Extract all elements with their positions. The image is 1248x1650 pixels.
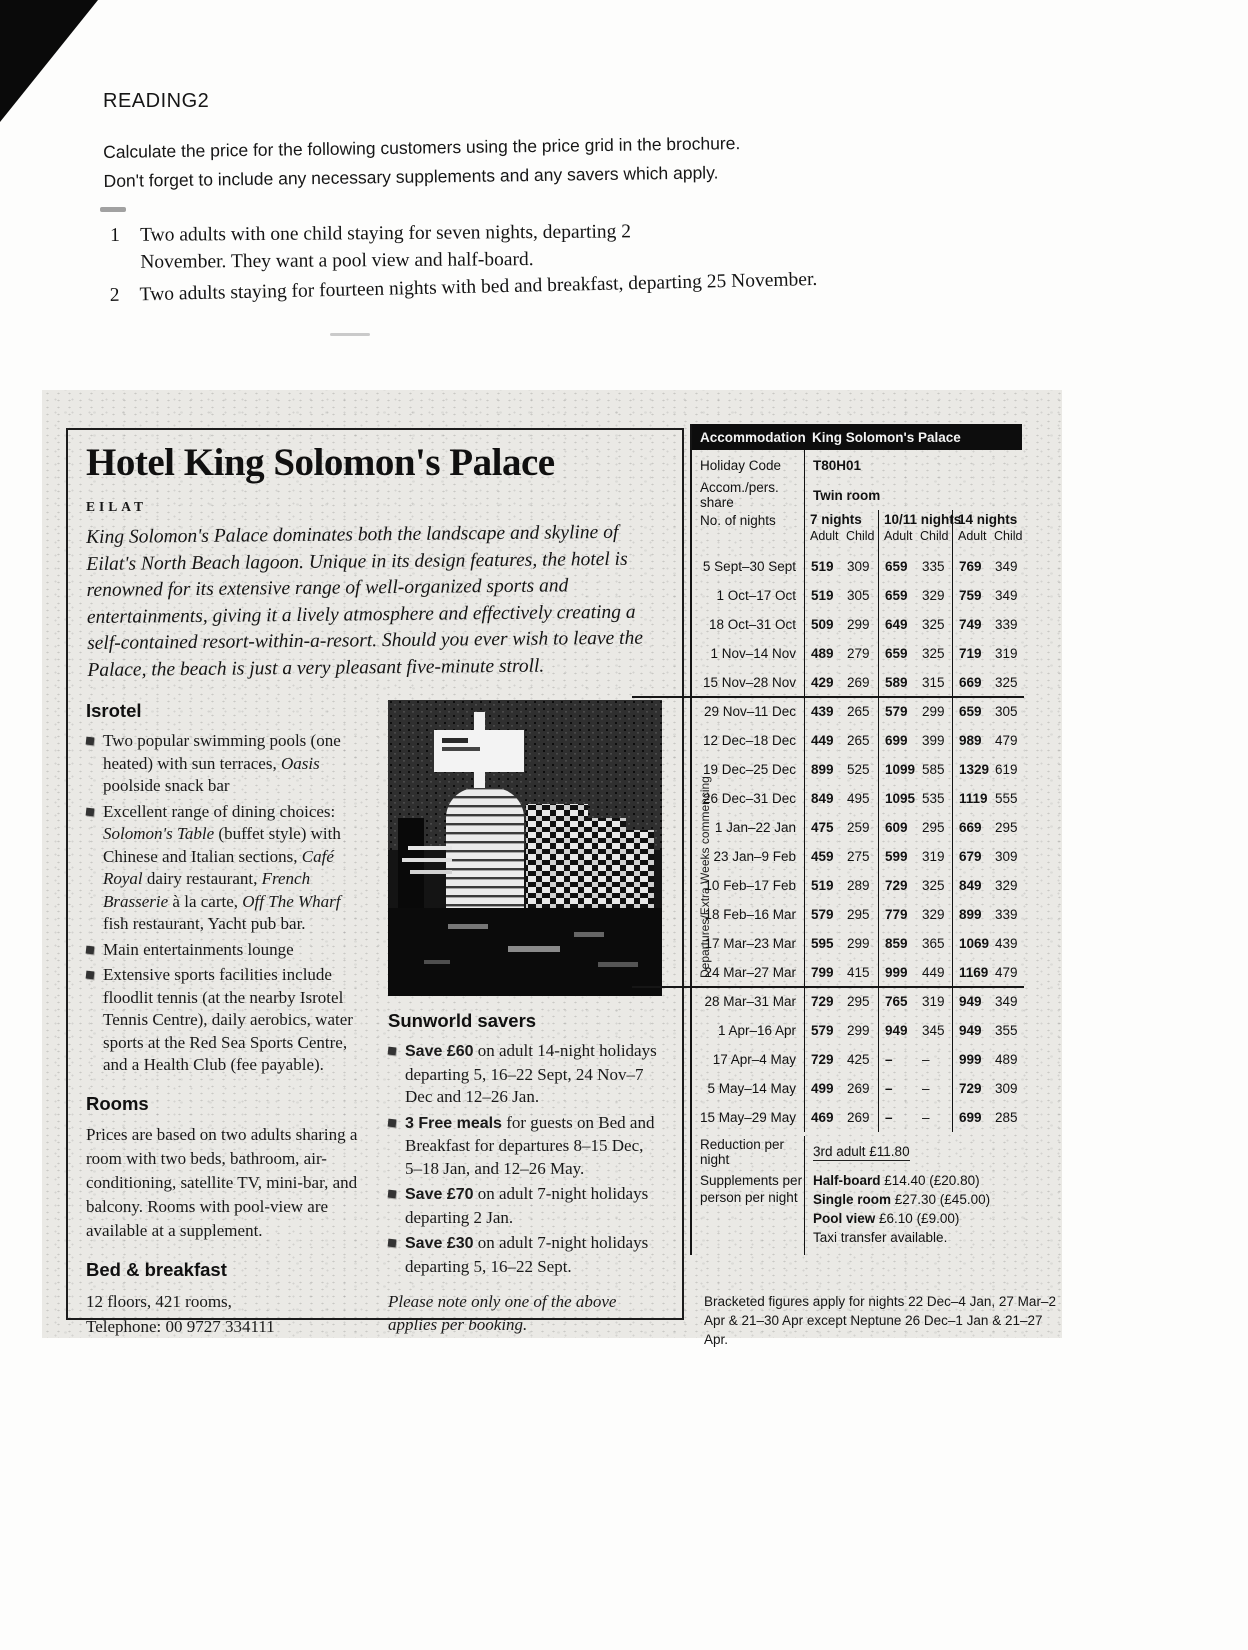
price-row (692, 900, 1022, 929)
supplements-label: Supplements per person per night (700, 1173, 803, 1205)
adult-price-14n: 1329 (952, 755, 989, 784)
adult-price-14n: 759 (952, 581, 989, 610)
scan-artifact (100, 207, 126, 212)
nights-group-14 (952, 510, 1024, 552)
child-col-label: Child (846, 529, 875, 543)
hotel-location: EILAT (86, 499, 148, 514)
price-row (692, 1045, 1022, 1074)
nights-group-10-11 (878, 510, 962, 552)
departure-dates: 26 Dec–31 Dec (702, 791, 796, 806)
child-price-7n: 265 (847, 733, 870, 748)
child-price-14n: 329 (995, 878, 1018, 893)
child-price-14n: 339 (995, 907, 1018, 922)
adult-price-10-11n: 589 (878, 668, 916, 697)
bullet-square-icon (388, 1190, 397, 1199)
brochure-left-column (86, 700, 358, 1339)
isrotel-bullet-list (86, 730, 358, 1077)
child-price-7n: 299 (847, 1023, 870, 1038)
adult-price-10-11n: 659 (878, 552, 916, 581)
adult-price-7n: 519 (804, 552, 841, 581)
price-row (692, 726, 1022, 755)
holiday-code-row (692, 450, 1022, 480)
adult-price-14n: 669 (952, 813, 989, 842)
child-price-7n: 299 (847, 617, 870, 632)
child-price-14n: 309 (995, 849, 1018, 864)
price-row (692, 697, 1022, 726)
price-grid-box (690, 424, 1022, 1255)
price-row (692, 552, 1022, 581)
child-price-10-11n: 335 (922, 559, 945, 574)
departure-dates: 1 Oct–17 Oct (716, 588, 796, 603)
bullet-square-icon (388, 1047, 397, 1056)
price-row (692, 610, 1022, 639)
accommodation-label: Accommodation (700, 429, 806, 445)
bullet-square-icon (86, 945, 95, 954)
bullet-text: Save £70 on adult 7-night holidays departing 2 Jan. (405, 1184, 649, 1227)
adult-col-label: Adult (958, 529, 987, 543)
adult-price-7n: 519 (804, 871, 841, 900)
brochure-middle-column (388, 700, 664, 1339)
adult-price-10-11n: 609 (878, 813, 916, 842)
price-row (692, 813, 1022, 842)
adult-price-10-11n: 859 (878, 929, 916, 958)
adult-price-10-11n: 659 (878, 639, 916, 668)
page-title: READING2 (103, 90, 210, 112)
child-price-14n: 489 (995, 1052, 1018, 1067)
adult-price-14n: 1119 (952, 784, 989, 813)
adult-price-7n: 849 (804, 784, 841, 813)
child-price-14n: 479 (995, 733, 1018, 748)
adult-price-10-11n: 1099 (878, 755, 916, 784)
question-text: Two adults staying for fourteen nights with bed and breakfast, departing 25 November. (139, 268, 818, 306)
child-price-10-11n: 365 (922, 936, 945, 951)
adult-price-7n: 449 (804, 726, 841, 755)
bullet-square-icon (86, 971, 95, 980)
accom-share-value: Twin room (804, 480, 1024, 510)
adult-price-14n: 989 (952, 726, 989, 755)
child-price-14n: 295 (995, 820, 1018, 835)
child-price-10-11n: 329 (922, 588, 945, 603)
adult-price-7n: 519 (804, 581, 841, 610)
child-price-7n: 259 (847, 820, 870, 835)
adult-price-14n: 999 (952, 1045, 989, 1074)
holiday-code-label: Holiday Code (700, 457, 782, 473)
list-item (388, 1112, 664, 1181)
reduction-label: Reduction per night (700, 1137, 785, 1167)
adult-price-7n: 729 (804, 1045, 841, 1074)
price-grid-header (692, 424, 1022, 450)
child-price-10-11n: 319 (922, 994, 945, 1009)
hotel-telephone: Telephone: 00 9727 334111 (86, 1316, 275, 1336)
child-price-7n: 415 (847, 965, 870, 980)
rooms-text: Prices are based on two adults sharing a room with two beds, bathroom, air-conditioning, satellite TV, mini-bar, and balcony. Rooms with pool-view are available at a supplement. (86, 1124, 358, 1240)
adult-price-14n: 659 (952, 697, 989, 726)
child-col-label: Child (994, 529, 1023, 543)
bullet-text: Two popular swimming pools (one heated) with sun terraces, Oasis poolside snack bar (103, 731, 341, 795)
departure-dates: 15 Nov–28 Nov (702, 675, 796, 690)
child-price-10-11n: 325 (922, 617, 945, 632)
child-price-7n: 269 (847, 675, 870, 690)
list-item (86, 730, 358, 798)
child-price-7n: 289 (847, 878, 870, 893)
question-list (110, 222, 930, 315)
adult-price-10-11n: 659 (878, 581, 916, 610)
group-subcolumns (884, 529, 952, 543)
departure-dates: 5 Sept–30 Sept (702, 559, 796, 574)
adult-price-10-11n: – (878, 1045, 916, 1074)
child-price-10-11n: 329 (922, 907, 945, 922)
child-price-7n: 525 (847, 762, 870, 777)
adult-price-14n: 669 (952, 668, 989, 697)
adult-price-7n: 429 (804, 668, 841, 697)
adult-price-7n: 579 (804, 1016, 841, 1045)
price-row (692, 1074, 1022, 1103)
holiday-code-value: T80H01 (804, 450, 1024, 480)
adult-col-label: Adult (884, 529, 913, 543)
child-price-7n: 295 (847, 994, 870, 1009)
group-name: 14 nights (958, 512, 1018, 527)
supplement-line: Single room £27.30 (£45.00) (813, 1192, 991, 1207)
adult-price-14n: 899 (952, 900, 989, 929)
list-item (388, 1232, 664, 1278)
child-price-7n: 295 (847, 907, 870, 922)
reduction-row (692, 1136, 1022, 1168)
hotel-facts (86, 1289, 358, 1339)
child-price-14n: 439 (995, 936, 1018, 951)
child-price-7n: 269 (847, 1110, 870, 1125)
adult-price-14n: 679 (952, 842, 989, 871)
accom-share-row (692, 480, 1022, 510)
departure-dates: 1 Apr–16 Apr (717, 1023, 796, 1038)
question-number: 1 (110, 224, 120, 246)
adult-price-14n: 1069 (952, 929, 989, 958)
child-price-10-11n: 585 (922, 762, 945, 777)
supplement-line: Half-board £14.40 (£20.80) (813, 1173, 980, 1188)
adult-price-14n: 719 (952, 639, 989, 668)
adult-price-14n: 949 (952, 1016, 989, 1045)
adult-col-label: Adult (810, 529, 839, 543)
price-row (692, 929, 1022, 958)
adult-price-10-11n: 1095 (878, 784, 916, 813)
list-item (86, 964, 358, 1077)
price-row (692, 871, 1022, 900)
adult-price-7n: 499 (804, 1074, 841, 1103)
price-grid (690, 424, 1022, 1255)
child-price-14n: 349 (995, 559, 1018, 574)
nights-header-row (692, 510, 1022, 552)
adult-price-7n: 729 (804, 987, 841, 1016)
child-price-14n: 355 (995, 1023, 1018, 1038)
child-price-14n: 309 (995, 1081, 1018, 1096)
child-price-10-11n: 295 (922, 820, 945, 835)
child-col-label: Child (920, 529, 949, 543)
bullet-text: Save £30 on adult 7-night holidays departing 5, 16–22 Sept. (405, 1233, 649, 1276)
departure-dates: 1 Jan–22 Jan (714, 820, 796, 835)
departure-dates: 28 Mar–31 Mar (704, 994, 796, 1009)
adult-price-7n: 439 (804, 697, 841, 726)
departure-dates: 18 Feb–16 Mar (704, 907, 796, 922)
list-item (86, 939, 358, 962)
bullet-text: 3 Free meals for guests on Bed and Breakfast for departures 8–15 Dec, 5–18 Jan, and 12–26 May. (405, 1112, 655, 1178)
adult-price-7n: 899 (804, 755, 841, 784)
child-price-10-11n: 325 (922, 878, 945, 893)
bullet-text: Extensive sports facilities include floodlit tennis (at the nearby Isrotel Tennis Centre), daily aerobics, water sports at the Red Sea Sports Centre, and a Health Club (fee payable). (103, 965, 353, 1074)
child-price-14n: 339 (995, 617, 1018, 632)
departure-dates: 19 Dec–25 Dec (702, 762, 796, 777)
child-price-10-11n: 535 (922, 791, 945, 806)
price-row (692, 581, 1022, 610)
adult-price-14n: 749 (952, 610, 989, 639)
child-price-10-11n: 399 (922, 733, 945, 748)
supplement-line: Pool view £6.10 (£9.00) (813, 1211, 960, 1226)
bullet-square-icon (388, 1239, 397, 1248)
adult-price-10-11n: – (878, 1103, 916, 1132)
child-price-7n: 305 (847, 588, 870, 603)
savers-bullet-list (388, 1040, 664, 1278)
instructions-line-1: Calculate the price for the following customers using the price grid in the brochure. (103, 133, 741, 162)
child-price-7n: 269 (847, 1081, 870, 1096)
adult-price-14n: 849 (952, 871, 989, 900)
reduction-value (804, 1136, 1024, 1168)
adult-price-14n: 699 (952, 1103, 989, 1132)
price-row (692, 784, 1022, 813)
scan-corner-artifact (0, 0, 98, 122)
child-price-7n: 299 (847, 936, 870, 951)
child-price-14n: 325 (995, 675, 1018, 690)
price-row (692, 668, 1022, 697)
child-price-10-11n: – (922, 1081, 930, 1096)
adult-price-7n: 459 (804, 842, 841, 871)
price-row (692, 987, 1022, 1016)
child-price-10-11n: 319 (922, 849, 945, 864)
question-number: 2 (109, 284, 120, 307)
price-row (692, 842, 1022, 871)
child-price-10-11n: – (922, 1110, 930, 1125)
departure-dates: 23 Jan–9 Feb (713, 849, 796, 864)
departure-dates: 24 Mar–27 Mar (704, 965, 796, 980)
hotel-photo (388, 700, 662, 996)
isrotel-heading: Isrotel (86, 700, 142, 721)
nights-label: No. of nights (700, 513, 776, 528)
child-price-10-11n: 299 (922, 704, 945, 719)
price-row (692, 755, 1022, 784)
child-price-10-11n: 345 (922, 1023, 945, 1038)
accom-share-label: Accom./pers. share (700, 480, 779, 510)
adult-price-7n: 579 (804, 900, 841, 929)
sunworld-savers (388, 1010, 664, 1336)
hotel-title: Hotel King Solomon's Palace (86, 441, 555, 484)
child-price-14n: 479 (995, 965, 1018, 980)
bullet-square-icon (86, 807, 95, 816)
child-price-14n: 349 (995, 588, 1018, 603)
child-price-10-11n: 315 (922, 675, 945, 690)
departure-dates: 12 Dec–18 Dec (702, 733, 796, 748)
list-item (388, 1183, 664, 1229)
supplement-line: Taxi transfer available. (813, 1230, 948, 1245)
group-name: 7 nights (810, 512, 862, 527)
departure-dates: 10 Feb–17 Feb (704, 878, 796, 893)
adult-price-14n: 949 (952, 987, 989, 1016)
rooms-heading: Rooms (86, 1092, 149, 1114)
adult-price-14n: 729 (952, 1074, 989, 1103)
bullet-text: Excellent range of dining choices: Solomon's Table (buffet style) with Chinese and Italian sections, Café Royal dairy restaurant, French Brasserie à la carte, Off The Wharf fish restaurant, Yacht pub bar. (103, 801, 341, 933)
departure-dates: 15 May–29 May (699, 1110, 796, 1125)
brochure-scan (42, 390, 1062, 1347)
accommodation-value: King Solomon's Palace (812, 429, 961, 445)
adult-price-14n: 1169 (952, 958, 989, 987)
group-subcolumns (958, 529, 1024, 543)
adult-price-10-11n: – (878, 1074, 916, 1103)
child-price-14n: 319 (995, 646, 1018, 661)
adult-price-7n: 489 (804, 639, 841, 668)
nights-group-7 (804, 510, 878, 552)
price-row (692, 1016, 1022, 1045)
departure-dates: 17 Apr–4 May (712, 1052, 796, 1067)
child-price-14n: 555 (995, 791, 1018, 806)
child-price-14n: 285 (995, 1110, 1018, 1125)
departure-dates: 17 Mar–23 Mar (704, 936, 796, 951)
group-subcolumns (810, 529, 878, 543)
departure-dates: 1 Nov–14 Nov (710, 646, 796, 661)
instructions-line-2: Don't forget to include any necessary supplements and any savers which apply. (103, 162, 719, 191)
child-price-7n: 495 (847, 791, 870, 806)
child-price-7n: 425 (847, 1052, 870, 1067)
list-item (86, 801, 358, 936)
child-price-7n: 265 (847, 704, 870, 719)
instructions (103, 127, 894, 196)
bracketed-figures-note: Bracketed figures apply for nights 22 Dec–4 Jan, 27 Mar–2 Apr & 21–30 Apr except Neptune 26 Dec–1 Jan & 21–27 Apr. (704, 1294, 1056, 1347)
question-text: Two adults with one child staying for seven nights, departing 2 November. They want a pool view and half-board. (140, 221, 632, 273)
price-row (692, 958, 1022, 987)
adult-price-7n: 799 (804, 958, 841, 987)
adult-price-10-11n: 765 (878, 987, 916, 1016)
hotel-description: King Solomon's Palace dominates both the landscape and skyline of Eilat's North Beach lagoon. Unique in its design features, the hotel is renowned for its extensive range of well-organized sports and entertainments, giving it a lively atmosphere and effectively creating a self-contained resort-within-a-resort. Should you ever wish to leave the Palace, the beach is just a very pleasant five-minute stroll. (86, 521, 644, 681)
adult-price-7n: 475 (804, 813, 841, 842)
bed-breakfast-heading: Bed & breakfast (86, 1258, 227, 1280)
child-price-10-11n: 325 (922, 646, 945, 661)
child-price-14n: 619 (995, 762, 1018, 777)
adult-price-10-11n: 949 (878, 1016, 916, 1045)
departure-dates: 5 May–14 May (707, 1081, 796, 1096)
bullet-square-icon (388, 1118, 397, 1127)
departure-dates: 29 Nov–11 Dec (703, 704, 796, 719)
adult-price-14n: 769 (952, 552, 989, 581)
price-row (692, 639, 1022, 668)
savers-heading: Sunworld savers (388, 1010, 537, 1031)
adult-price-10-11n: 779 (878, 900, 916, 929)
adult-price-10-11n: 729 (878, 871, 916, 900)
bullet-text: Save £60 on adult 14-night holidays departing 5, 16–22 Sept, 24 Nov–7 Dec and 12–26 Jan. (405, 1041, 657, 1106)
adult-price-7n: 469 (804, 1103, 841, 1132)
brochure-panel (66, 428, 684, 1336)
adult-price-10-11n: 999 (878, 958, 916, 987)
child-price-7n: 309 (847, 559, 870, 574)
group-name: 10/11 nights (884, 512, 962, 527)
adult-price-7n: 595 (804, 929, 841, 958)
bullet-text: Main entertainments lounge (103, 939, 294, 959)
child-price-10-11n: 449 (922, 965, 945, 980)
adult-price-10-11n: 649 (878, 610, 916, 639)
brochure-columns (86, 700, 664, 1339)
bullet-square-icon (86, 737, 95, 746)
departure-dates: 18 Oct–31 Oct (708, 617, 796, 632)
price-row (692, 1103, 1022, 1132)
child-price-10-11n: – (922, 1052, 930, 1067)
adult-price-10-11n: 699 (878, 726, 916, 755)
adult-price-10-11n: 579 (878, 697, 916, 726)
hotel-rooms-count: 12 floors, 421 rooms, (86, 1291, 232, 1311)
child-price-7n: 279 (847, 646, 870, 661)
child-price-7n: 275 (847, 849, 870, 864)
supplements-row (692, 1168, 1022, 1255)
departures-side-label: Departures/Extra Weeks commencing (698, 776, 712, 978)
adult-price-7n: 509 (804, 610, 841, 639)
child-price-14n: 305 (995, 704, 1018, 719)
scan-artifact (330, 333, 370, 336)
adult-price-10-11n: 599 (878, 842, 916, 871)
reduction-value-text: 3rd adult £11.80 (813, 1143, 910, 1159)
savers-note: Please note only one of the above applies per booking. (388, 1292, 617, 1334)
child-price-14n: 349 (995, 994, 1018, 1009)
list-item (388, 1040, 664, 1109)
supplements-values (804, 1168, 1024, 1255)
